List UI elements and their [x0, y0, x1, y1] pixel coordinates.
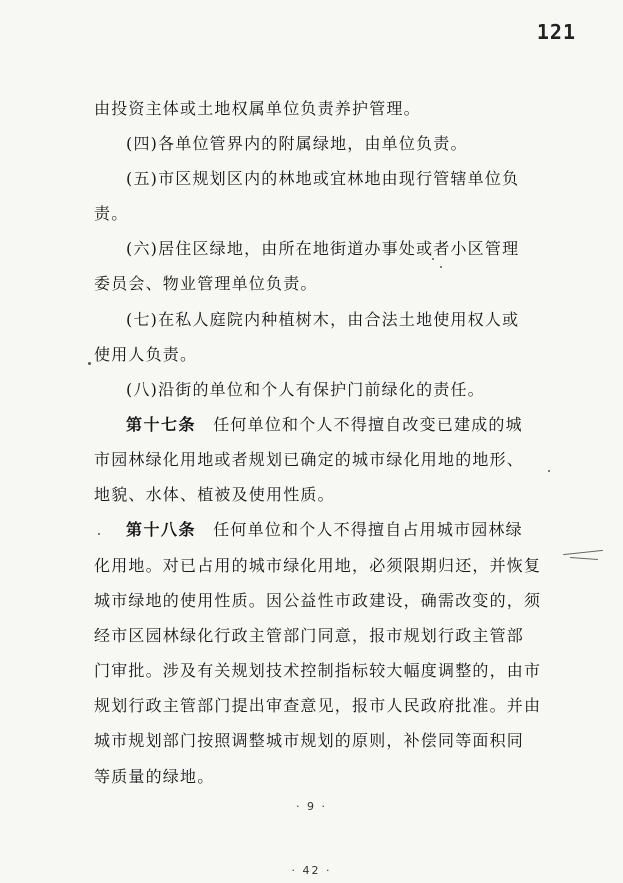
article-18-line — [126, 517, 554, 543]
text-line: 任何单位和个人不得擅自改变已建成的城 — [213, 415, 523, 434]
text-line: (六)居住区绿地，由所在地街道办事处或者小区管理 — [126, 239, 520, 258]
page-mark: 121 — [536, 20, 576, 44]
text-line: 由投资主体或土地权属单位负责养护管理。 — [94, 99, 421, 118]
text-line: 使用人负责。 — [94, 345, 198, 364]
article-17-label: 第十七条 — [126, 415, 197, 434]
text-line: 城市绿地的使用性质。因公益性市政建设，确需改变的，须 — [94, 591, 542, 610]
text-line: 门审批。涉及有关规划技术控制指标较大幅度调整的，由市 — [94, 661, 542, 680]
text-line: 任何单位和个人不得擅自占用城市园林绿 — [213, 520, 523, 539]
article-18-label: 第十八条 — [126, 520, 197, 539]
inner-page-number: · 9 · — [296, 800, 327, 813]
scan-mark — [570, 557, 598, 560]
text-line: 城市规划部门按照调整城市规划的原则，补偿同等面积同 — [94, 731, 525, 750]
text-line: 委员会、物业管理单位负责。 — [94, 274, 318, 293]
text-line: 市园林绿化用地或者规划已确定的城市绿化用地的地形、 — [94, 450, 525, 469]
text-line: (八)沿街的单位和个人有保护门前绿化的责任。 — [126, 380, 485, 399]
scan-speck — [440, 266, 442, 268]
text-line: 责。 — [94, 204, 129, 223]
text-line: 化用地。对已占用的城市绿化用地，必须限期归还，并恢复 — [94, 556, 542, 575]
scan-speck — [432, 258, 434, 260]
text-line: 经市区园林绿化行政主管部门同意，报市规划行政主管部 — [94, 626, 525, 645]
text-line: 地貌、水体、植被及使用性质。 — [94, 485, 335, 504]
article-17-line — [126, 412, 554, 438]
text-line: (五)市区规划区内的林地或宜林地由现行管辖单位负 — [126, 169, 520, 188]
scan-speck — [548, 470, 550, 472]
scan-speck — [98, 533, 100, 535]
text-line: 等质量的绿地。 — [94, 767, 215, 786]
text-line: (四)各单位管界内的附属绿地，由单位负责。 — [126, 134, 468, 153]
text-line: 规划行政主管部门提出审查意见，报市人民政府批准。并由 — [94, 696, 542, 715]
outer-page-number: · 42 · — [291, 864, 332, 877]
scan-mark — [563, 550, 603, 555]
text-line: (七)在私人庭院内种植树木，由合法土地使用权人或 — [126, 310, 520, 329]
scan-speck — [88, 362, 91, 365]
